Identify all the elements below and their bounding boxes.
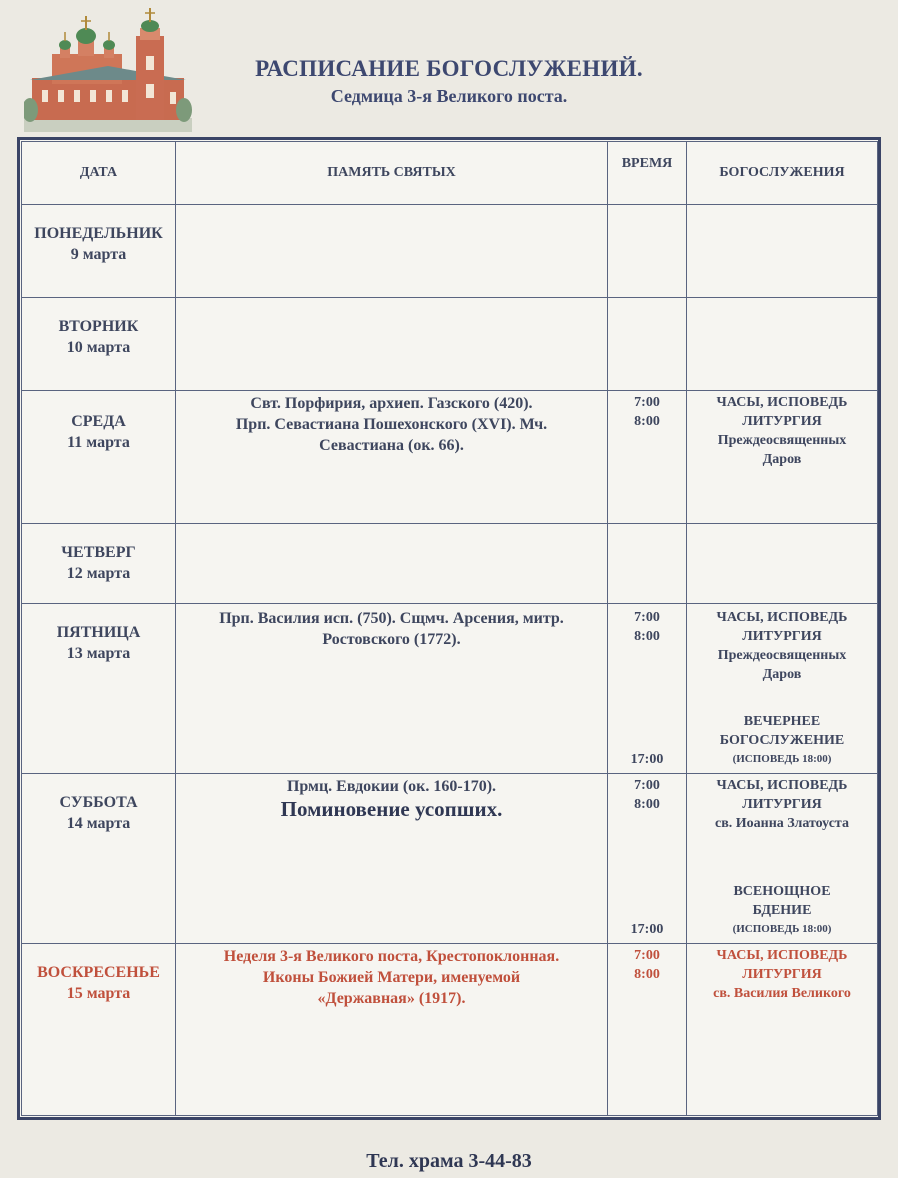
day-date: 15 марта bbox=[66, 985, 131, 1002]
saints-line: Прп. Василия исп. (750). Сщмч. Арсения, митр. bbox=[219, 610, 564, 627]
column-header-time: ВРЕМЯ bbox=[608, 142, 687, 205]
time-cell bbox=[608, 944, 687, 1116]
date-cell bbox=[22, 205, 176, 298]
table-row bbox=[22, 524, 878, 604]
day-name: ВОСКРЕСЕНЬЕ bbox=[37, 964, 160, 981]
service-line: ЛИТУРГИЯ bbox=[742, 629, 822, 644]
service-time: 7:00 bbox=[634, 395, 660, 410]
day-date: 10 марта bbox=[66, 339, 131, 356]
date-cell bbox=[22, 298, 176, 391]
date-cell bbox=[22, 391, 176, 524]
evening-service bbox=[687, 712, 877, 769]
service-time: 8:00 bbox=[634, 414, 660, 429]
service-time: 8:00 bbox=[634, 967, 660, 982]
saints-cell bbox=[176, 604, 608, 774]
service-line: Преждеосвященных bbox=[717, 648, 847, 663]
service-line: св. Иоанна Златоуста bbox=[715, 816, 849, 831]
saints-line: Ростовского (1772). bbox=[322, 631, 461, 648]
evening-time: 17:00 bbox=[630, 752, 664, 767]
evening-service-line: ВСЕНОЩНОЕ bbox=[733, 884, 831, 899]
day-date: 12 марта bbox=[66, 565, 131, 582]
column-header-date: ДАТА bbox=[22, 142, 176, 205]
date-cell bbox=[22, 604, 176, 774]
day-date: 14 марта bbox=[66, 815, 131, 832]
evening-service-line: ВЕЧЕРНЕЕ bbox=[743, 714, 821, 729]
day-name: ПЯТНИЦА bbox=[56, 624, 141, 641]
services-cell bbox=[687, 391, 878, 524]
service-time: 8:00 bbox=[634, 629, 660, 644]
day-name: ЧЕТВЕРГ bbox=[61, 544, 136, 561]
column-header-services: БОГОСЛУЖЕНИЯ bbox=[687, 142, 878, 205]
time-cell bbox=[608, 298, 687, 391]
date-cell bbox=[22, 774, 176, 944]
services-cell bbox=[687, 298, 878, 391]
day-name: ВТОРНИК bbox=[58, 318, 139, 335]
service-line: ЧАСЫ, ИСПОВЕДЬ bbox=[716, 610, 848, 625]
time-cell bbox=[608, 604, 687, 774]
day-date: 13 марта bbox=[66, 645, 131, 662]
table-row bbox=[22, 298, 878, 391]
schedule-table bbox=[21, 141, 878, 1116]
service-line: ЧАСЫ, ИСПОВЕДЬ bbox=[716, 778, 848, 793]
service-time: 7:00 bbox=[634, 778, 660, 793]
table-row bbox=[22, 391, 878, 524]
table-row bbox=[22, 205, 878, 298]
services-cell bbox=[687, 524, 878, 604]
saints-cell bbox=[176, 944, 608, 1116]
evening-service-line: БДЕНИЕ bbox=[752, 903, 812, 918]
saints-line: Неделя 3-я Великого поста, Крестопоклонная. bbox=[223, 948, 560, 965]
service-line: Даров bbox=[762, 667, 802, 682]
evening-time: 17:00 bbox=[630, 922, 664, 937]
day-name: СРЕДА bbox=[71, 413, 126, 430]
table-row bbox=[22, 604, 878, 774]
day-date: 9 марта bbox=[70, 246, 127, 263]
saints-cell bbox=[176, 298, 608, 391]
table-header-row bbox=[22, 142, 878, 205]
time-cell bbox=[608, 774, 687, 944]
time-cell bbox=[608, 391, 687, 524]
commemoration-title: Поминовение усопших. bbox=[280, 797, 503, 821]
confession-note: (ИСПОВЕДЬ 18:00) bbox=[732, 923, 832, 935]
saints-line: Иконы Божией Матери, именуемой bbox=[262, 969, 521, 986]
saints-line: Севастиана (ок. 66). bbox=[319, 437, 464, 454]
day-date: 11 марта bbox=[67, 434, 130, 451]
service-line: ЛИТУРГИЯ bbox=[742, 967, 822, 982]
column-header-saints: ПАМЯТЬ СВЯТЫХ bbox=[176, 142, 608, 205]
services-cell bbox=[687, 774, 878, 944]
saints-line: Прмц. Евдокии (ок. 160-170). bbox=[286, 778, 497, 795]
services-cell bbox=[687, 604, 878, 774]
saints-line: Прп. Севастиана Пошехонского (XVI). Мч. bbox=[235, 416, 548, 433]
page-subtitle: Седмица 3-я Великого поста. bbox=[330, 86, 568, 106]
service-line: ЧАСЫ, ИСПОВЕДЬ bbox=[716, 395, 848, 410]
time-cell bbox=[608, 524, 687, 604]
day-name: СУББОТА bbox=[59, 794, 138, 811]
saints-line: Свт. Порфирия, архиеп. Газского (420). bbox=[250, 395, 533, 412]
table-row bbox=[22, 944, 878, 1116]
saints-cell bbox=[176, 774, 608, 944]
church-phone: Тел. храма 3-44-83 bbox=[366, 1150, 532, 1172]
saints-cell bbox=[176, 524, 608, 604]
date-cell bbox=[22, 944, 176, 1116]
services-cell bbox=[687, 205, 878, 298]
saints-cell bbox=[176, 205, 608, 298]
service-line: Даров bbox=[762, 452, 802, 467]
service-line: ЛИТУРГИЯ bbox=[742, 414, 822, 429]
services-cell bbox=[687, 944, 878, 1116]
service-line: Преждеосвященных bbox=[717, 433, 847, 448]
saints-cell bbox=[176, 391, 608, 524]
service-line: ЛИТУРГИЯ bbox=[742, 797, 822, 812]
evening-service bbox=[687, 882, 877, 939]
service-time: 8:00 bbox=[634, 797, 660, 812]
saints-line: «Державная» (1917). bbox=[317, 990, 466, 1007]
date-cell bbox=[22, 524, 176, 604]
page-title: РАСПИСАНИЕ БОГОСЛУЖЕНИЙ. bbox=[255, 56, 643, 81]
table-row bbox=[22, 774, 878, 944]
service-time: 7:00 bbox=[634, 948, 660, 963]
confession-note: (ИСПОВЕДЬ 18:00) bbox=[732, 753, 832, 765]
service-line: св. Василия Великого bbox=[713, 986, 851, 1001]
service-time: 7:00 bbox=[634, 610, 660, 625]
day-name: ПОНЕДЕЛЬНИК bbox=[34, 225, 163, 242]
service-line: ЧАСЫ, ИСПОВЕДЬ bbox=[716, 948, 848, 963]
church-illustration bbox=[24, 6, 192, 132]
time-cell bbox=[608, 205, 687, 298]
evening-service-line: БОГОСЛУЖЕНИЕ bbox=[719, 733, 845, 748]
